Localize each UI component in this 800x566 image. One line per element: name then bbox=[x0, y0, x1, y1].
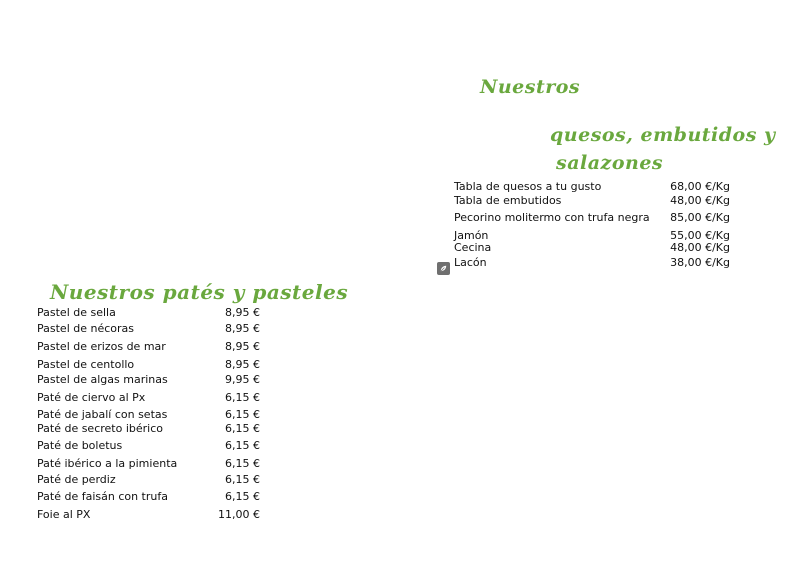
pates-item-name: Paté de faisán con trufa bbox=[37, 490, 168, 503]
pates-item-price: 6,15 € bbox=[225, 422, 260, 435]
pates-item-name: Paté de secreto ibérico bbox=[37, 422, 164, 435]
quesos-item-name: Tabla de embutidos bbox=[454, 194, 562, 207]
pates-item-price: 6,15 € bbox=[225, 457, 260, 470]
pates-item-price: 8,95 € bbox=[225, 340, 260, 353]
quesos-item-name: Jamón bbox=[454, 229, 489, 242]
pates-item-price: 6,15 € bbox=[225, 408, 260, 421]
pates-item-name: Pastel de nécoras bbox=[37, 322, 135, 335]
pates-item-price: 8,95 € bbox=[225, 322, 260, 335]
pates-item-name: Paté de boletus bbox=[37, 439, 123, 452]
pates-item-name: Pastel de sella bbox=[37, 306, 116, 319]
quesos-item-price: 85,00 €/Kg bbox=[670, 211, 730, 224]
pates-item-price: 11,00 € bbox=[218, 508, 260, 521]
pates-item-price: 6,15 € bbox=[225, 473, 260, 486]
pates-item-name: Pastel de erizos de mar bbox=[37, 340, 166, 353]
pates-item-price: 8,95 € bbox=[225, 306, 260, 319]
pates-item-price: 6,15 € bbox=[225, 391, 260, 404]
quesos-item-price: 48,00 €/Kg bbox=[670, 241, 730, 254]
quesos-item-name: Tabla de quesos a tu gusto bbox=[454, 180, 602, 193]
quesos-item-price: 68,00 €/Kg bbox=[670, 180, 730, 193]
quesos-title-line1: Nuestros bbox=[480, 76, 581, 98]
quesos-item-name: Cecina bbox=[454, 241, 492, 254]
pates-item-name: Paté ibérico a la pimienta bbox=[37, 457, 178, 470]
quesos-item-price: 38,00 €/Kg bbox=[670, 256, 730, 269]
quesos-title-line2: quesos, embutidos y bbox=[550, 124, 776, 146]
quesos-item-name: Pecorino molitermo con trufa negra bbox=[454, 211, 650, 224]
quesos-title-line3: salazones bbox=[556, 152, 664, 174]
pates-item-price: 6,15 € bbox=[225, 490, 260, 503]
pates-item-name: Paté de jabalí con setas bbox=[37, 408, 168, 421]
pates-item-price: 6,15 € bbox=[225, 439, 260, 452]
quesos-item-name: Lacón bbox=[454, 256, 487, 269]
quesos-item-price: 48,00 €/Kg bbox=[670, 194, 730, 207]
pates-item-price: 9,95 € bbox=[225, 373, 260, 386]
pates-item-name: Paté de ciervo al Px bbox=[37, 391, 146, 404]
quesos-item-price: 55,00 €/Kg bbox=[670, 229, 730, 242]
pates-item-price: 8,95 € bbox=[225, 358, 260, 371]
pates-item-name: Foie al PX bbox=[37, 508, 91, 521]
pates-item-name: Pastel de algas marinas bbox=[37, 373, 168, 386]
pates-title: Nuestros patés y pasteles bbox=[50, 280, 349, 304]
leaf-icon bbox=[437, 262, 450, 275]
pates-item-name: Paté de perdiz bbox=[37, 473, 116, 486]
pates-item-name: Pastel de centollo bbox=[37, 358, 135, 371]
